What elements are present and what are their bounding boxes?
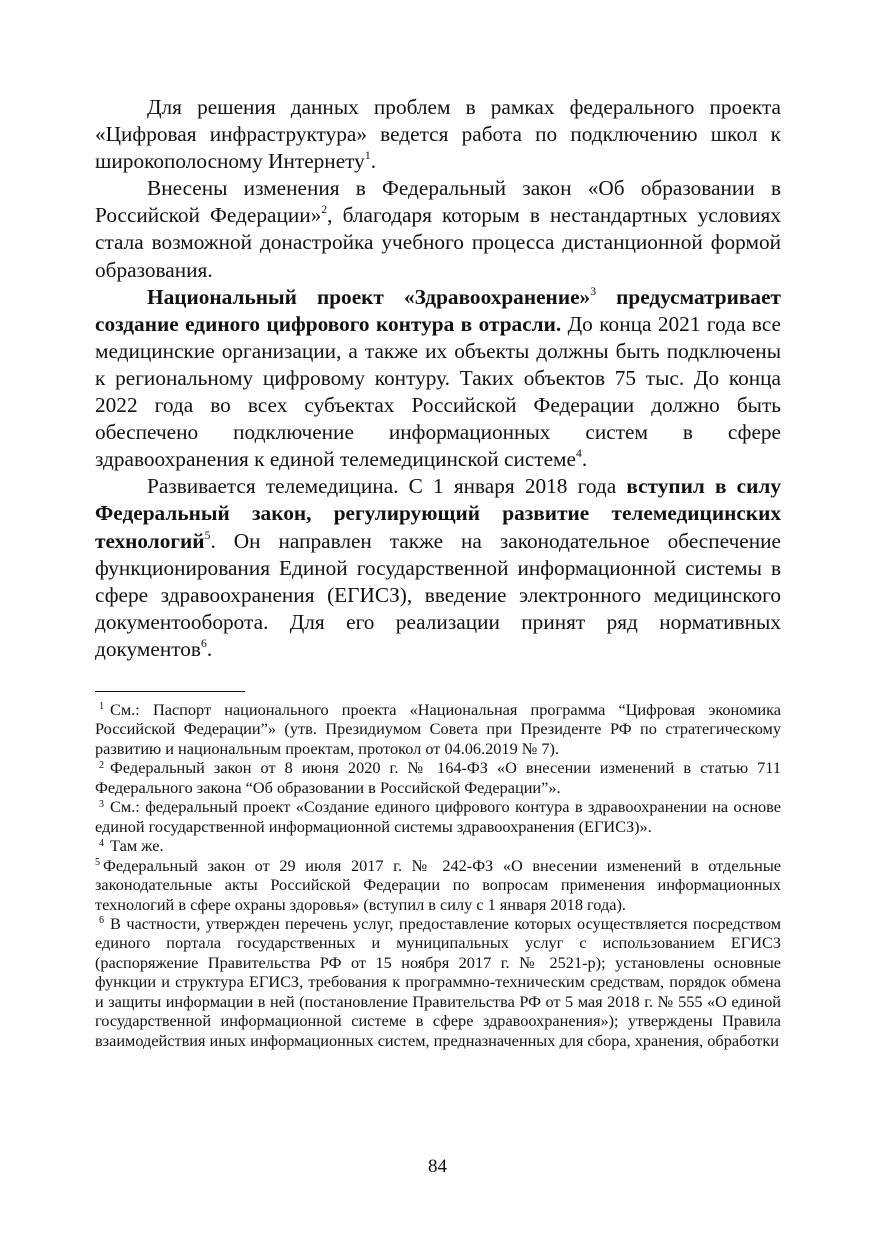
paragraph-1-text: Для решения данных проблем в рамках федерального проекта «Цифровая инфраструктура» ведется работа по подключению школ к широкополосному Интернету — [95, 95, 781, 174]
paragraph-3-text: До конца 2021 года все медицинские организации, а также их объекты должны быть подключены к региональному цифровому контуру. Таких объектов 75 тыс. До конца 2022 года во всех субъектах Российской Федерации должно быть обеспечено подключение информационных систем в сфере здравоохранения к единой телемедицинской системе — [95, 311, 781, 472]
footnote-number: 1 — [99, 701, 105, 713]
footnote-text: В частности, утвержден перечень услуг, предоставление которых осуществляется посредством единого портала государственных и муниципальных услуг с использованием ЕГИСЗ (распоряжение Правительства РФ от 15 ноября 2017 г. № 2521-р); установлены основные функции и структура ЕГИСЗ, требования к программно-техническим средствам, порядок обмена и защиты информации в ней (постановление Правительства РФ от 5 мая 2018 г. № 555 «О единой государственной информационной системе в сфере здравоохранения»); утверждены Правила взаимодействия иных информационных систем, предназначенных для сбора, хранения, обработки — [95, 913, 781, 1050]
paragraph-4-end: . — [206, 636, 213, 661]
paragraph-1 — [95, 94, 781, 175]
paragraph-3-bold-a: Национальный проект «Здравоохранение» — [147, 284, 591, 309]
paragraph-4 — [95, 473, 781, 663]
page-number: 84 — [428, 1156, 447, 1177]
footnote-text: Федеральный закон от 29 июля 2017 г. № 242-ФЗ «О внесении изменений в отдельные законодательные акты Российской Федерации по вопросам применения информационных технологий в сфере охраны здоровья» (вступил в силу с 1 января 2018 года). — [95, 855, 781, 914]
footnote-text: См.: Паспорт национального проекта «Национальная программа “Цифровая экономика Российской Федерации”» (утв. Президиумом Совета при Президенте РФ по стратегическому развитию и национальным проектам, протокол от 04.06.2019 № 7). — [95, 700, 781, 758]
footnote-1 — [95, 700, 781, 758]
footnote-number: 2 — [99, 759, 105, 771]
footnote-text: Там же. — [110, 836, 164, 856]
footnote-number: 4 — [99, 837, 105, 849]
paragraph-3-bold-b: предусматривает создание единого цифрового контура в отрасли. — [95, 284, 781, 336]
paragraph-4-bold: вступил в силу Федеральный закон, регулирующий развитие телемедицинских технологий — [95, 474, 781, 553]
footnote-2 — [95, 758, 781, 797]
footnote-ref-1[interactable]: 1 — [364, 149, 371, 163]
footnotes — [95, 700, 781, 1050]
footnote-4 — [95, 836, 781, 855]
footnote-ref-2[interactable]: 2 — [321, 203, 328, 217]
paragraph-2 — [95, 175, 781, 283]
paragraph-2-text-a: Внесены изменения в Федеральный закон «Об образовании в Российской Федерации» — [95, 176, 781, 228]
paragraph-1-end: . — [370, 149, 377, 174]
paragraph-3 — [95, 284, 781, 474]
main-text — [95, 94, 781, 663]
footnote-ref-5[interactable]: 5 — [204, 528, 211, 542]
footnote-ref-4[interactable]: 4 — [576, 447, 582, 461]
footnote-ref-3[interactable]: 3 — [590, 284, 597, 298]
footnote-text: Федеральный закон от 8 июня 2020 г. № 164-ФЗ «О внесении изменений в статью 711 Федерального закона “Об образовании в Российской Федерации”». — [95, 758, 781, 797]
paragraph-2-text-b: , благодаря которым в нестандартных условиях стала возможной донастройка учебного процесса дистанционной формой образования. — [95, 203, 781, 282]
paragraph-4-text-a: Развивается телемедицина. С 1 января 2018 года — [147, 474, 627, 499]
footnote-6 — [95, 914, 781, 1050]
footnote-separator — [95, 691, 245, 692]
footnote-number: 3 — [99, 798, 105, 810]
paragraph-3-end: . — [581, 447, 588, 472]
footnote-text: См.: федеральный проект «Создание единого цифрового контура в здравоохранении на основе единой государственной информационной системы здравоохранения (ЕГИСЗ)». — [95, 797, 781, 836]
footnote-5 — [95, 856, 781, 914]
footnote-ref-6[interactable]: 6 — [200, 637, 207, 651]
footnote-number: 6 — [99, 915, 105, 927]
paragraph-4-text-b: . Он направлен также на законодательное обеспечение функционирования Единой государственной информационной системы в сфере здравоохранения (ЕГИСЗ), введение электронного медицинского документооборота. Для его реализации принят ряд нормативных документов — [95, 528, 781, 661]
footnote-3 — [95, 797, 781, 836]
footnote-number: 5 — [95, 857, 101, 869]
